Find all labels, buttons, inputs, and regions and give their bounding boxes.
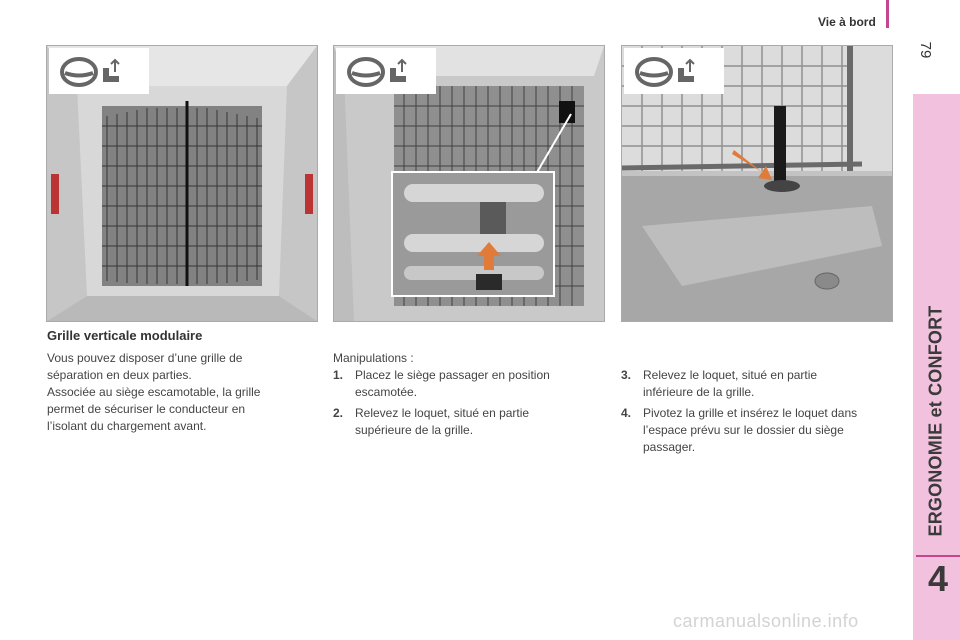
header-accent-bar xyxy=(886,0,889,28)
intro-line: séparation en deux parties. xyxy=(47,368,192,382)
header-section-title: Vie à bord xyxy=(818,15,876,29)
chapter-separator xyxy=(916,555,960,557)
intro-line: Vous pouvez disposer d’une grille de xyxy=(47,351,243,365)
steering-seat-icon xyxy=(632,54,712,90)
manipulations-label: Manipulations : xyxy=(333,351,414,365)
step-line: Relevez le loquet, situé en partie xyxy=(643,368,818,382)
watermark: carmanualsonline.info xyxy=(673,611,859,631)
step-line: escamotée. xyxy=(355,385,418,399)
intro-line: Associée au siège escamotable, la grille xyxy=(47,385,261,399)
step-line: supérieure de la grille. xyxy=(355,423,474,437)
intro-paragraph xyxy=(47,350,317,435)
steering-seat-icon xyxy=(57,54,137,90)
photo-upper-latch xyxy=(333,45,605,322)
photo-lower-latch xyxy=(621,45,893,322)
step-line: Pivotez la grille et insérez le loquet dans xyxy=(643,406,858,420)
step-3 xyxy=(621,367,891,403)
step-line: l’espace prévu sur le dossier du siège xyxy=(643,423,844,437)
step-1 xyxy=(333,367,603,403)
step-line: Placez le siège passager en position xyxy=(355,368,550,382)
chapter-number: 4 xyxy=(927,558,949,599)
steering-seat-icon xyxy=(344,54,424,90)
section-heading: Grille verticale modulaire xyxy=(47,328,203,343)
step-number: 1. xyxy=(333,368,344,382)
step-4 xyxy=(621,405,891,459)
step-number: 3. xyxy=(621,368,632,382)
chapter-title xyxy=(906,296,960,546)
step-line: passager. xyxy=(643,440,696,454)
photo-cargo-grille xyxy=(46,45,318,322)
step-line: Relevez le loquet, situé en partie xyxy=(355,406,530,420)
page-number: 79 xyxy=(917,41,934,59)
intro-line: permet de sécuriser le conducteur en xyxy=(47,402,246,416)
step-number: 2. xyxy=(333,406,344,420)
chapter-title-text: ERGONOMIE et CONFORT xyxy=(925,305,946,537)
step-number: 4. xyxy=(621,406,632,420)
intro-line: l’isolant du chargement avant. xyxy=(47,419,207,433)
step-line: inférieure de la grille. xyxy=(643,385,755,399)
step-2 xyxy=(333,405,603,441)
